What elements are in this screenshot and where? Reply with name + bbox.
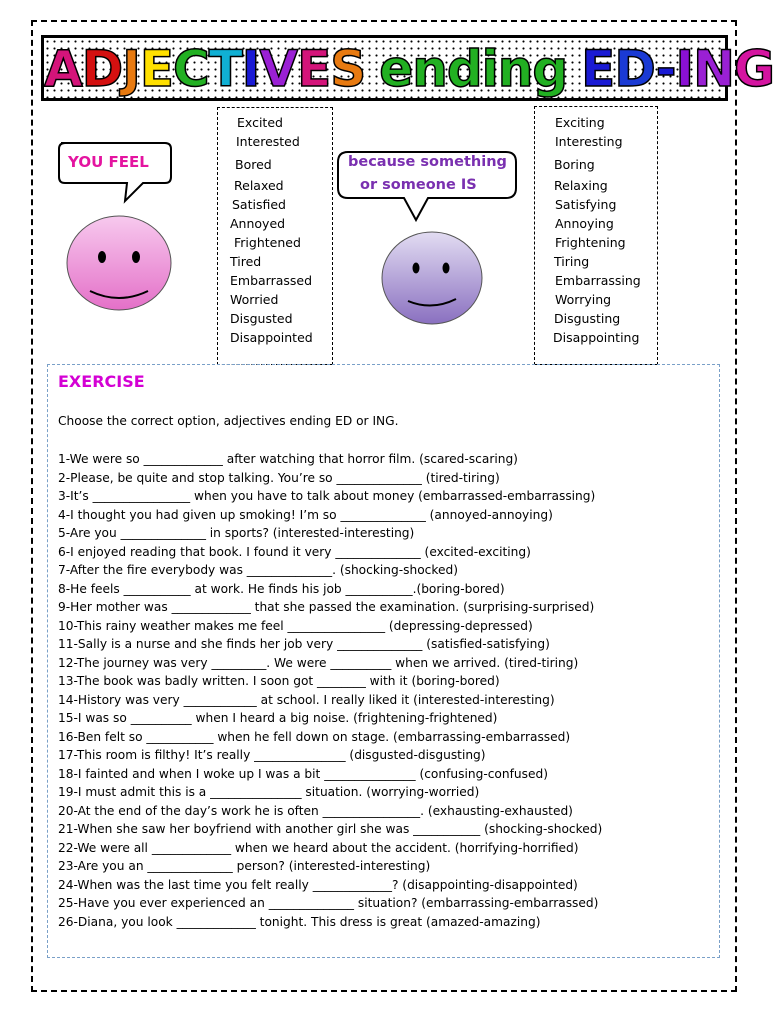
exercise-item: 8-He feels ___________ at work. He finds his job ___________.(boring-bored) — [58, 581, 505, 596]
you-feel-text: YOU FEEL — [68, 153, 149, 171]
ing-word: Disappointing — [553, 330, 640, 345]
ing-word: Worrying — [555, 292, 612, 307]
exercise-item: 19-I must admit this is a _______________ situation. (worrying-worried) — [58, 785, 480, 799]
exercise-item: 5-Are you ______________ in sports? (interested-interesting) — [58, 526, 415, 540]
exercise-list — [58, 450, 602, 931]
title-word: ADJECTIVES — [44, 40, 366, 98]
ed-word: Relaxed — [234, 178, 284, 193]
exercise-item: 13-The book was badly written. I soon got ________ with it (boring-bored) — [58, 674, 500, 688]
ed-word: Disgusted — [230, 311, 293, 326]
exercise-item: 17-This room is filthy! It’s really _______________ (disgusted-disgusting) — [58, 748, 486, 762]
exercise-item: 15-I was so __________ when I heard a big noise. (frightening-frightened) — [58, 711, 498, 725]
pink-smiley-icon — [64, 213, 174, 313]
exercise-item: 12-The journey was very _________. We were __________ when we arrived. (tired-tiring) — [58, 655, 579, 670]
exercise-item: 16-Ben felt so ___________ when he fell down on stage. (embarrassing-embarrassed) — [58, 729, 571, 744]
or-someone-is-text: or someone IS — [360, 177, 477, 193]
purple-smiley-icon — [380, 229, 484, 327]
ed-word: Disappointed — [230, 330, 313, 345]
exercise-instructions: Choose the correct option, adjectives ending ED or ING. — [58, 414, 399, 428]
ed-word: Tired — [230, 254, 262, 269]
ing-word: Embarrassing — [555, 273, 641, 288]
exercise-item: 10-This rainy weather makes me feel ________________ (depressing-depressed) — [58, 618, 533, 633]
ing-adjectives-list — [553, 113, 641, 347]
exercise-item: 1-We were so _____________ after watching that horror film. (scared-scaring) — [58, 452, 518, 466]
exercise-item: 23-Are you an ______________ person? (interested-interesting) — [58, 859, 431, 873]
exercise-item: 6-I enjoyed reading that book. I found it very ______________ (excited-exciting) — [58, 544, 531, 559]
ed-adjectives-list — [230, 113, 313, 347]
exercise-item: 22-We were all _____________ when we heard about the accident. (horrifying-horrified) — [58, 840, 579, 855]
ing-word: Annoying — [555, 216, 614, 231]
ed-word: Worried — [230, 292, 279, 307]
ed-word: Interested — [236, 134, 300, 149]
exercise-item: 2-Please, be quite and stop talking. You’re so ______________ (tired-tiring) — [58, 470, 500, 485]
you-feel-bubble — [55, 139, 175, 209]
exercise-item: 18-I fainted and when I woke up I was a bit _______________ (confusing-confused) — [58, 766, 548, 781]
exercise-item: 14-History was very ____________ at school. I really liked it (interested-interesting) — [58, 692, 555, 707]
ed-word: Excited — [237, 115, 283, 130]
exercise-title: EXERCISE — [58, 372, 145, 391]
ing-word: Tiring — [554, 254, 590, 269]
ing-word: Satisfying — [555, 197, 617, 212]
ing-word: Interesting — [555, 134, 623, 149]
ed-word: Frightened — [234, 235, 301, 250]
exercise-item: 26-Diana, you look _____________ tonight. This dress is great (amazed-amazing) — [58, 914, 541, 929]
ed-word: Annoyed — [230, 216, 286, 231]
ing-word: Exciting — [555, 115, 605, 130]
exercise-item: 11-Sally is a nurse and she finds her job very ______________ (satisfied-satisfying) — [58, 637, 550, 651]
ing-word: Relaxing — [554, 178, 608, 193]
exercise-item: 3-It’s ________________ when you have to talk about money (embarrassed-embarrassing) — [58, 489, 596, 503]
ed-word: Bored — [235, 157, 272, 172]
title-word: ending — [379, 40, 568, 98]
ing-word: Disgusting — [554, 311, 621, 326]
page-title — [44, 40, 774, 98]
ed-word: Embarrassed — [230, 273, 313, 288]
exercise-item: 25-Have you ever experienced an ______________ situation? (embarrassing-embarrassed) — [58, 896, 599, 910]
exercise-item: 7-After the fire everybody was ______________. (shocking-shocked) — [58, 563, 458, 577]
ed-word: Satisfied — [232, 197, 286, 212]
title-banner — [41, 35, 774, 101]
title-word: ED-ING — [581, 40, 774, 98]
exercise-item: 24-When was the last time you felt really _____________? (disappointing-disappointed) — [58, 877, 578, 892]
exercise-item: 20-At the end of the day’s work he is often ________________. (exhausting-exhausted) — [58, 803, 573, 818]
because-something-text: because something — [348, 154, 507, 170]
ing-word: Boring — [554, 157, 595, 172]
exercise-item: 4-I thought you had given up smoking! I’m so ______________ (annoyed-annoying) — [58, 507, 553, 522]
ing-word: Frightening — [555, 235, 626, 250]
exercise-item: 21-When she saw her boyfriend with another girl she was ___________ (shocking-shocked) — [58, 822, 603, 836]
exercise-item: 9-Her mother was _____________ that she passed the examination. (surprising-surprised) — [58, 600, 595, 614]
